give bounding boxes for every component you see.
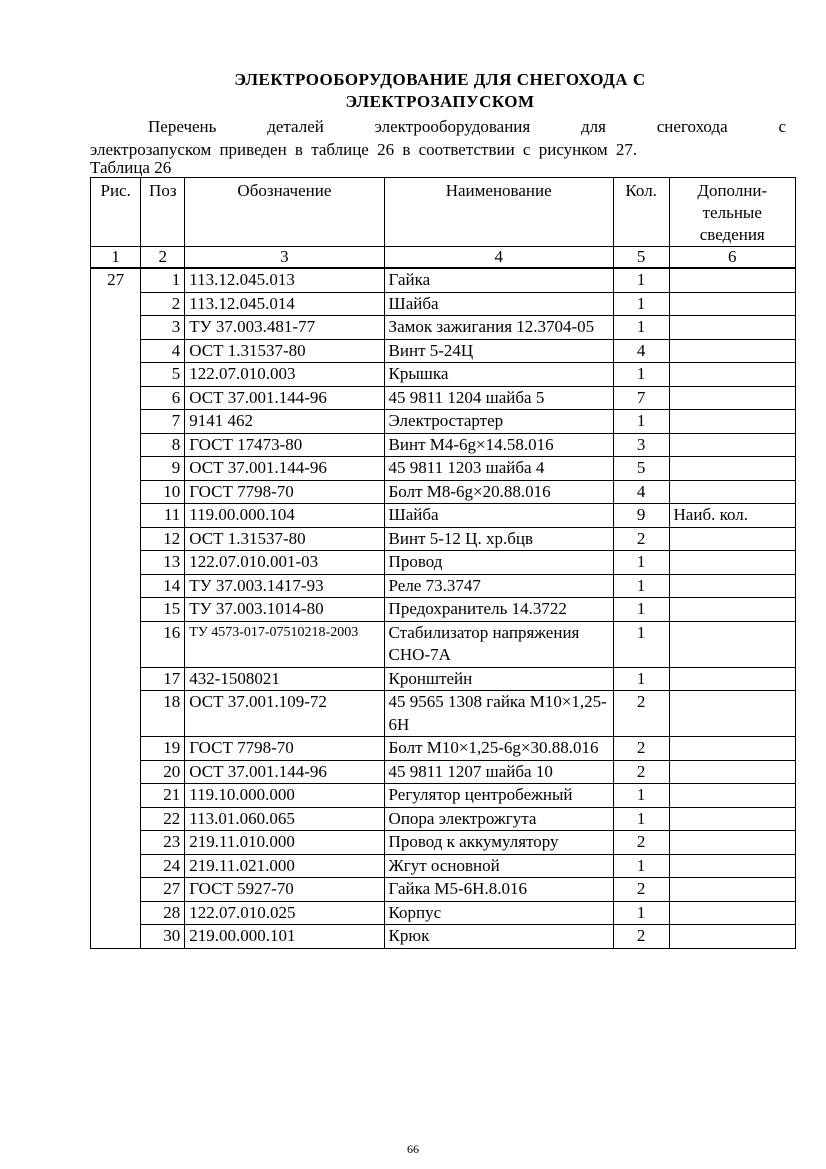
header-designation: Обозначение (185, 178, 384, 247)
position-cell: 15 (141, 598, 185, 622)
designation-cell: ГОСТ 7798-70 (185, 737, 384, 761)
table-row (91, 737, 796, 761)
designation-cell: 122.07.010.001-03 (185, 551, 384, 575)
table-row (91, 901, 796, 925)
table-row (91, 760, 796, 784)
header-pos: Поз (141, 178, 185, 247)
note-cell (669, 667, 795, 691)
name-cell: Стабилизатор напряжения СНО-7А (384, 621, 613, 667)
table-row (91, 480, 796, 504)
quantity-cell: 1 (613, 667, 669, 691)
name-cell: Болт М8-6g×20.88.016 (384, 480, 613, 504)
designation-cell: 9141 462 (185, 410, 384, 434)
note-cell (669, 339, 795, 363)
column-number: 3 (185, 247, 384, 269)
document-title-line-1: ЭЛЕКТРООБОРУДОВАНИЕ ДЛЯ СНЕГОХОДА С (234, 70, 646, 89)
position-cell: 22 (141, 807, 185, 831)
name-cell: Провод (384, 551, 613, 575)
position-cell: 23 (141, 831, 185, 855)
quantity-cell: 2 (613, 831, 669, 855)
name-cell: Винт 5-24Ц (384, 339, 613, 363)
name-cell: Крюк (384, 925, 613, 949)
note-cell (669, 621, 795, 667)
designation-cell: ТУ 37.003.1417-93 (185, 574, 384, 598)
position-cell: 28 (141, 901, 185, 925)
name-cell: Регулятор центробежный (384, 784, 613, 808)
designation-cell: ОСТ 37.001.144-96 (185, 760, 384, 784)
quantity-cell: 2 (613, 527, 669, 551)
designation-cell: 119.00.000.104 (185, 504, 384, 528)
name-cell: Болт М10×1,25-6g×30.88.016 (384, 737, 613, 761)
designation-cell: ГОСТ 17473-80 (185, 433, 384, 457)
column-number: 5 (613, 247, 669, 269)
table-row (91, 574, 796, 598)
position-cell: 5 (141, 363, 185, 387)
note-cell (669, 807, 795, 831)
note-cell (669, 737, 795, 761)
quantity-cell: 2 (613, 760, 669, 784)
position-cell: 30 (141, 925, 185, 949)
position-cell: 27 (141, 878, 185, 902)
name-cell: Шайба (384, 292, 613, 316)
position-cell: 18 (141, 691, 185, 737)
table-row (91, 667, 796, 691)
quantity-cell: 1 (613, 268, 669, 292)
note-cell (669, 316, 795, 340)
designation-cell: ОСТ 1.31537-80 (185, 339, 384, 363)
note-cell (669, 854, 795, 878)
table-row (91, 527, 796, 551)
note-cell (669, 551, 795, 575)
name-cell: 45 9811 1207 шайба 10 (384, 760, 613, 784)
designation-cell: ОСТ 37.001.144-96 (185, 457, 384, 481)
quantity-cell: 4 (613, 339, 669, 363)
page-number: 66 (407, 1142, 419, 1156)
name-cell: Предохранитель 14.3722 (384, 598, 613, 622)
note-cell (669, 901, 795, 925)
quantity-cell: 1 (613, 292, 669, 316)
name-cell: Шайба (384, 504, 613, 528)
name-cell: Замок зажигания 12.3704-05 (384, 316, 613, 340)
note-cell (669, 268, 795, 292)
name-cell: Гайка (384, 268, 613, 292)
designation-cell: 113.01.060.065 (185, 807, 384, 831)
name-cell: Опора электрожгута (384, 807, 613, 831)
position-cell: 7 (141, 410, 185, 434)
table-row (91, 386, 796, 410)
table-row (91, 268, 796, 292)
position-cell: 9 (141, 457, 185, 481)
designation-cell: 122.07.010.025 (185, 901, 384, 925)
note-cell (669, 925, 795, 949)
table-caption: Таблица 26 (90, 158, 172, 177)
table-row (91, 551, 796, 575)
table-row (91, 504, 796, 528)
designation-cell: ТУ 37.003.481-77 (185, 316, 384, 340)
quantity-cell: 1 (613, 854, 669, 878)
table-row (91, 316, 796, 340)
name-cell: Кронштейн (384, 667, 613, 691)
quantity-cell: 1 (613, 316, 669, 340)
position-cell: 20 (141, 760, 185, 784)
note-cell (669, 878, 795, 902)
column-number: 2 (141, 247, 185, 269)
header-qty: Кол. (613, 178, 669, 247)
intro-text-line-2: электрозапуском приведен в таблице 26 в соответствии с рисунком 27. (90, 140, 638, 159)
parts-table-body (91, 268, 796, 948)
column-number: 6 (669, 247, 795, 269)
designation-cell: 122.07.010.003 (185, 363, 384, 387)
name-cell: Жгут основной (384, 854, 613, 878)
name-cell: 45 9811 1203 шайба 4 (384, 457, 613, 481)
designation-cell: 219.00.000.101 (185, 925, 384, 949)
note-cell (669, 386, 795, 410)
designation-cell: 113.12.045.013 (185, 268, 384, 292)
column-number: 1 (91, 247, 141, 269)
position-cell: 16 (141, 621, 185, 667)
designation-cell: ОСТ 37.001.144-96 (185, 386, 384, 410)
quantity-cell: 1 (613, 621, 669, 667)
position-cell: 8 (141, 433, 185, 457)
name-cell: Винт 5-12 Ц. хр.бцв (384, 527, 613, 551)
position-cell: 14 (141, 574, 185, 598)
quantity-cell: 3 (613, 433, 669, 457)
table-row (91, 784, 796, 808)
table-header-row (91, 178, 796, 247)
note-cell (669, 760, 795, 784)
header-additional: Дополни-тельные сведения (669, 178, 795, 247)
note-cell (669, 784, 795, 808)
quantity-cell: 1 (613, 807, 669, 831)
name-cell: 45 9565 1308 гайка М10×1,25-6Н (384, 691, 613, 737)
position-cell: 17 (141, 667, 185, 691)
note-cell (669, 457, 795, 481)
header-fig: Рис. (91, 178, 141, 247)
quantity-cell: 2 (613, 737, 669, 761)
document-title-line-2: ЭЛЕКТРОЗАПУСКОМ (345, 92, 535, 111)
position-cell: 24 (141, 854, 185, 878)
designation-cell: 219.11.021.000 (185, 854, 384, 878)
table-row (91, 433, 796, 457)
designation-cell: ГОСТ 7798-70 (185, 480, 384, 504)
table-row (91, 831, 796, 855)
position-cell: 6 (141, 386, 185, 410)
position-cell: 4 (141, 339, 185, 363)
quantity-cell: 1 (613, 901, 669, 925)
position-cell: 1 (141, 268, 185, 292)
quantity-cell: 7 (613, 386, 669, 410)
designation-cell: ОСТ 1.31537-80 (185, 527, 384, 551)
quantity-cell: 5 (613, 457, 669, 481)
note-cell (669, 574, 795, 598)
designation-cell: 432-1508021 (185, 667, 384, 691)
quantity-cell: 1 (613, 598, 669, 622)
quantity-cell: 2 (613, 925, 669, 949)
designation-cell: ОСТ 37.001.109-72 (185, 691, 384, 737)
name-cell: Электростартер (384, 410, 613, 434)
note-cell (669, 363, 795, 387)
position-cell: 21 (141, 784, 185, 808)
header-name: Наименование (384, 178, 613, 247)
quantity-cell: 4 (613, 480, 669, 504)
name-cell: Гайка М5-6Н.8.016 (384, 878, 613, 902)
table-row (91, 854, 796, 878)
parts-table (90, 177, 796, 949)
name-cell: Корпус (384, 901, 613, 925)
name-cell: 45 9811 1204 шайба 5 (384, 386, 613, 410)
position-cell: 19 (141, 737, 185, 761)
designation-cell: 119.10.000.000 (185, 784, 384, 808)
note-cell (669, 480, 795, 504)
position-cell: 12 (141, 527, 185, 551)
note-cell (669, 292, 795, 316)
table-row (91, 925, 796, 949)
table-row (91, 339, 796, 363)
note-cell: Наиб. кол. (669, 504, 795, 528)
designation-cell: 113.12.045.014 (185, 292, 384, 316)
note-cell (669, 691, 795, 737)
table-row (91, 292, 796, 316)
table-row (91, 878, 796, 902)
note-cell (669, 831, 795, 855)
designation-cell: ГОСТ 5927-70 (185, 878, 384, 902)
figure-number-cell: 27 (91, 268, 141, 948)
name-cell: Провод к аккумулятору (384, 831, 613, 855)
position-cell: 3 (141, 316, 185, 340)
position-cell: 10 (141, 480, 185, 504)
note-cell (669, 433, 795, 457)
note-cell (669, 410, 795, 434)
table-row (91, 691, 796, 737)
table-row (91, 410, 796, 434)
table-row (91, 363, 796, 387)
quantity-cell: 2 (613, 691, 669, 737)
name-cell: Реле 73.3747 (384, 574, 613, 598)
note-cell (669, 527, 795, 551)
name-cell: Винт М4-6g×14.58.016 (384, 433, 613, 457)
table-row (91, 598, 796, 622)
position-cell: 11 (141, 504, 185, 528)
quantity-cell: 2 (613, 878, 669, 902)
table-row (91, 621, 796, 667)
column-number: 4 (384, 247, 613, 269)
table-row (91, 457, 796, 481)
quantity-cell: 1 (613, 551, 669, 575)
quantity-cell: 1 (613, 410, 669, 434)
quantity-cell: 9 (613, 504, 669, 528)
column-number-row (91, 247, 796, 269)
quantity-cell: 1 (613, 363, 669, 387)
intro-text-line-1: Перечень деталей электрооборудования для снегохода с (148, 117, 786, 136)
name-cell: Крышка (384, 363, 613, 387)
table-row (91, 807, 796, 831)
position-cell: 13 (141, 551, 185, 575)
quantity-cell: 1 (613, 574, 669, 598)
quantity-cell: 1 (613, 784, 669, 808)
designation-cell: ТУ 37.003.1014-80 (185, 598, 384, 622)
designation-cell: ТУ 4573-017-07510218-2003 (185, 621, 384, 667)
note-cell (669, 598, 795, 622)
designation-cell: 219.11.010.000 (185, 831, 384, 855)
position-cell: 2 (141, 292, 185, 316)
